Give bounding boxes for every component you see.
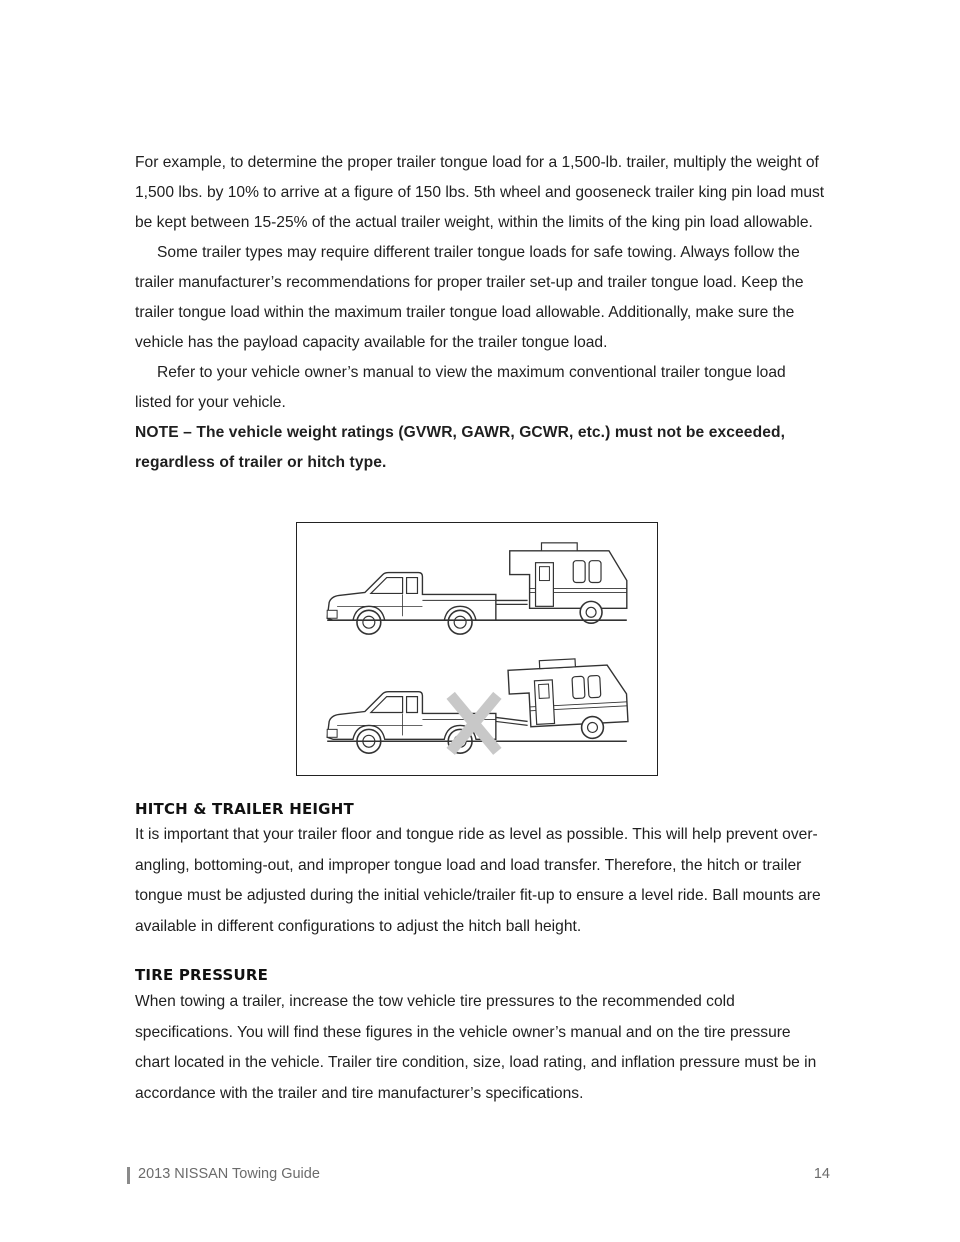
level-towing-example: [327, 543, 627, 634]
page-number: 14: [813, 1166, 830, 1182]
paragraph-example: For example, to determine the proper trailer tongue load for a 1,500-lb. trailer, multiply the weight of 1,500 lbs. by 10% to arrive at a figure of 150 lbs. 5th wheel and gooseneck trailer king pin load must be kept between 15-25% of the actual trailer weight, within the limits of the king pin load allowable.: [135, 154, 825, 231]
paragraph-hitch-trailer-height: It is important that your trailer floor and tongue ride as level as possible. This will help prevent over-angling, bottoming-out, and improper tongue load and load transfer. Therefore, the hitch or trailer tongue must be adjusted during the initial vehicle/trailer fit-up to ensure a level ride. Ball mounts are available in different configurations to adjust the hitch ball height.: [135, 826, 821, 935]
intro-text: [135, 148, 825, 478]
weight-rating-note: NOTE – The vehicle weight ratings (GVWR, GAWR, GCWR, etc.) must not be exceeded, regardless of trailer or hitch type.: [135, 424, 786, 471]
towing-level-illustration: [296, 522, 658, 776]
footer-title: 2013 NISSAN Towing Guide: [138, 1166, 320, 1182]
heading-hitch-trailer-height: HITCH & TRAILER HEIGHT: [135, 800, 354, 818]
towing-illustration-svg: [297, 523, 657, 775]
page-footer: [0, 1165, 960, 1187]
heading-tire-pressure: TIRE PRESSURE: [135, 966, 269, 984]
footer-bar-divider: [127, 1167, 130, 1184]
unlevel-towing-example: [327, 656, 629, 753]
paragraph-tire-pressure: When towing a trailer, increase the tow vehicle tire pressures to the recommended cold specifications. You will find these figures in the vehicle owner’s manual and on the tire pressure chart located in the vehicle. Trailer tire condition, size, load rating, and inflation pressure must be in accordance with the trailer and tire manufacturer’s specifications.: [135, 993, 817, 1102]
paragraph-trailer-types: Some trailer types may require different trailer tongue loads for safe towing. Always follow the trailer manufacturer’s recommendations for proper trailer set-up and trailer tongue load. Keep the trailer tongue load within the maximum trailer tongue load allowable. Additionally, make sure the vehicle has the payload capacity available for the trailer tongue load.: [135, 244, 804, 351]
paragraph-owners-manual: Refer to your vehicle owner’s manual to view the maximum conventional trailer tongue load listed for your vehicle.: [135, 364, 786, 411]
